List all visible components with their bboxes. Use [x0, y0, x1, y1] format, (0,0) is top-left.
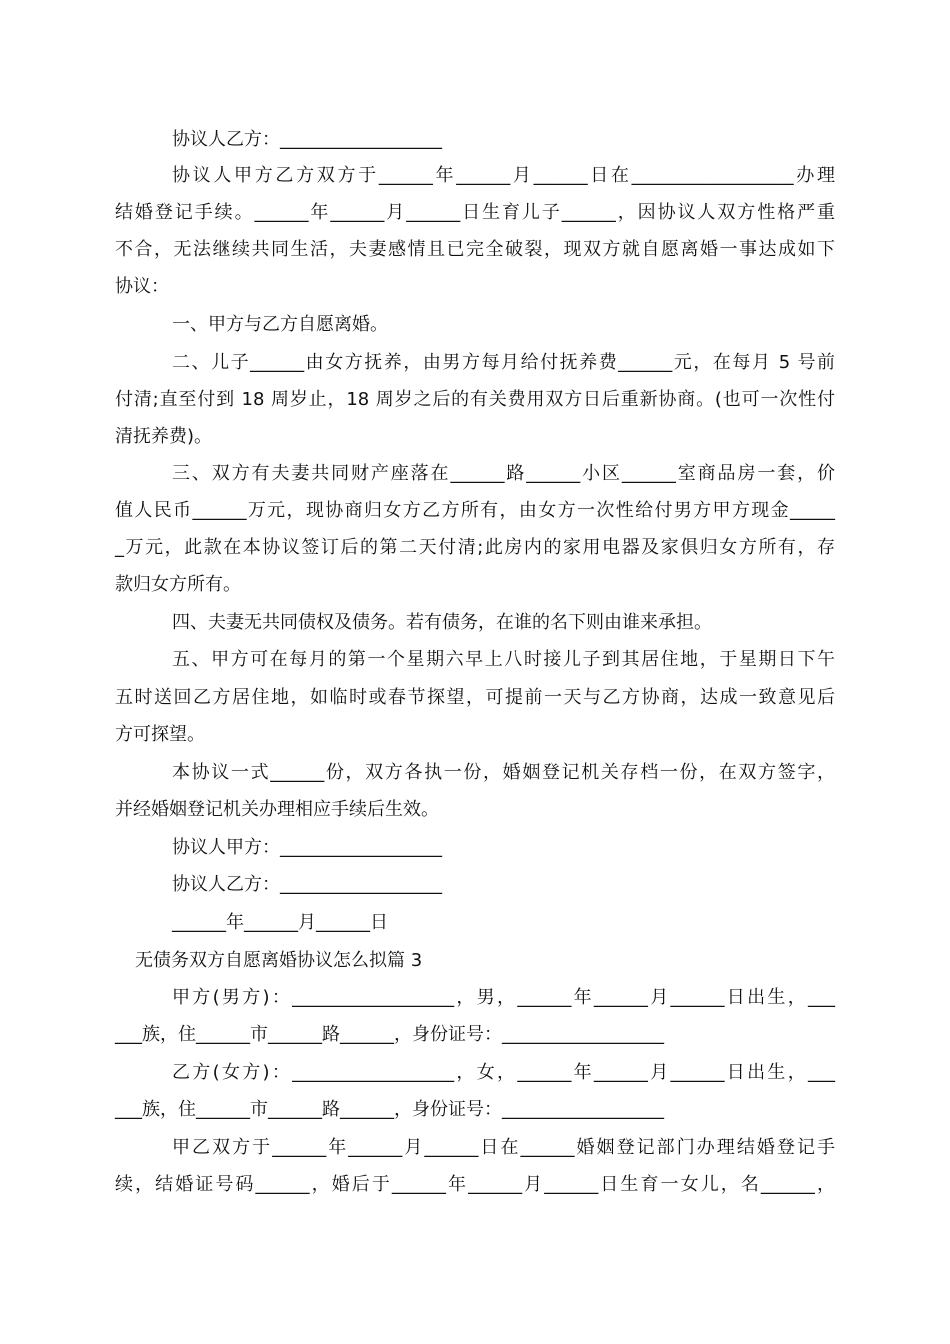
section-heading: 无债务双方自愿离婚协议怎么拟篇 3: [135, 950, 423, 971]
doc-line: 甲方(男方)：__________________，男，______年______月______日出生，___: [172, 987, 835, 1008]
doc-line: 协议人甲方乙方双方于______年______月______日在__________________办理: [172, 165, 835, 186]
doc-line: ______年______月______日: [172, 912, 388, 933]
doc-line: ___族，住______市______路______，身份证号：__________________: [115, 1099, 664, 1120]
doc-line: 五、甲方可在每月的第一个星期六早上八时接儿子到其居住地，于星期日下午: [172, 649, 835, 670]
doc-line: 二、儿子______由女方抚养，由男方每月给付抚养费______元，在每月 5 号前: [172, 352, 835, 373]
doc-line: 协议人乙方：__________________: [172, 129, 442, 150]
doc-line: 并经婚姻登记机关办理相应手续后生效。: [115, 799, 439, 820]
doc-line: 五时送回乙方居住地，如临时或春节探望，可提前一天与乙方协商，达成一致意见后: [115, 687, 835, 708]
doc-line: 三、双方有夫妻共同财产座落在______路______小区______室商品房一套，价: [172, 463, 835, 484]
doc-line: 乙方(女方)：__________________，女，______年______月______日出生，___: [172, 1062, 835, 1083]
doc-line: 方可探望。: [115, 724, 205, 745]
doc-line: 一、甲方与乙方自愿离婚。: [172, 314, 388, 335]
doc-line: 续，结婚证号码______，婚后于______年______月______日生育一女儿，名______，: [115, 1174, 835, 1195]
doc-line: 协议人乙方：__________________: [172, 874, 442, 895]
doc-line: 不合，无法继续共同生活，夫妻感情且已完全破裂，现双方就自愿离婚一事达成如下: [115, 239, 835, 260]
doc-line: 值人民币______万元，现协商归女方乙方所有，由女方一次性给付男方甲方现金_____: [115, 500, 835, 521]
doc-line: 协议人甲方：__________________: [172, 837, 442, 858]
doc-line: _万元，此款在本协议签订后的第二天付清;此房内的家用电器及家俱归女方所有，存: [115, 537, 835, 558]
doc-line: 协议：: [115, 276, 169, 297]
doc-line: 清抚养费)。: [115, 426, 213, 447]
doc-line: 甲乙双方于______年______月______日在______婚姻登记部门办理结婚登记手: [172, 1137, 835, 1158]
doc-line: 款归女方所有。: [115, 574, 241, 595]
doc-line: 付清;直至付到 18 周岁止，18 周岁之后的有关费用双方日后重新协商。(也可一次性付: [115, 389, 835, 410]
doc-line: 本协议一式______份，双方各执一份，婚姻登记机关存档一份，在双方签字，: [172, 762, 835, 783]
doc-line: ___族，住______市______路______，身份证号：__________________: [115, 1024, 664, 1045]
doc-line: 四、夫妻无共同债权及债务。若有债务，在谁的名下则由谁来承担。: [172, 612, 712, 633]
doc-line: 结婚登记手续。______年______月______日生育儿子______，因协议人双方性格严重: [115, 202, 835, 223]
